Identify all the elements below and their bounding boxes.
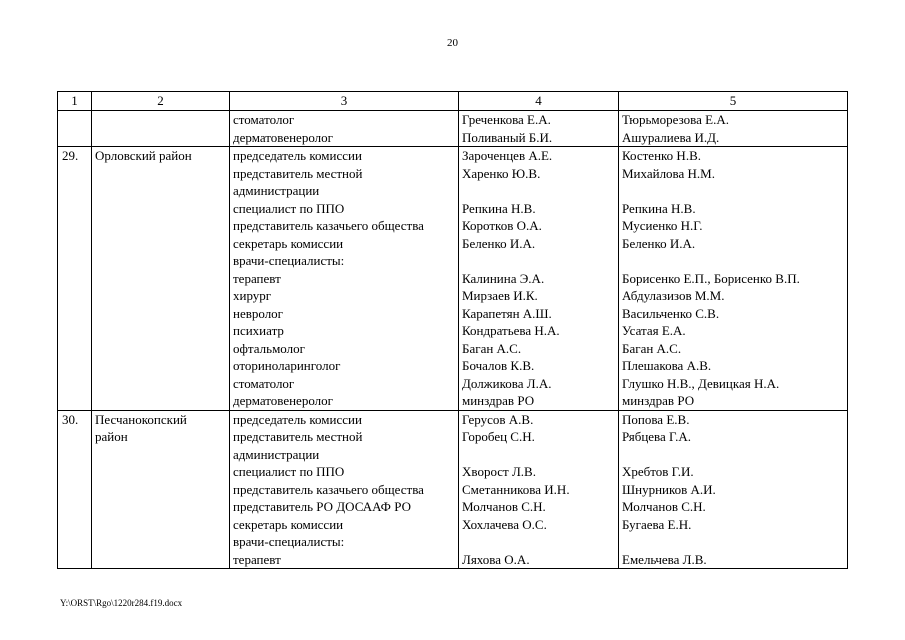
table-row [58, 410, 848, 569]
commission-table [57, 91, 848, 569]
role-line: стоматолог [233, 112, 295, 127]
role-line: представитель казачьего общества [233, 481, 424, 497]
reserve-line: Бугаева Е.Н. [622, 516, 692, 532]
member-line: Герусов А.В. [462, 411, 534, 427]
reserve-line: Борисенко Е.П., Борисенко В.П. [622, 270, 800, 286]
row-number-cell [58, 410, 92, 569]
reserve-line: Баган А.С. [622, 340, 682, 356]
district-line: Орловский район [95, 148, 192, 163]
reserve-cell [619, 111, 848, 147]
member-line: Баган А.С. [462, 340, 522, 356]
reserve-line: Шнурников А.И. [622, 481, 716, 497]
reserve-line: Попова Е.В. [622, 411, 690, 427]
reserve-line: Плешакова А.В. [622, 358, 712, 373]
role-line: врачи-специалисты: [233, 534, 345, 549]
role-line: председатель комиссии [233, 148, 362, 163]
member-line: Калинина Э.А. [462, 270, 545, 286]
row-number-cell [58, 111, 92, 147]
row-number [62, 111, 88, 129]
member-cell [459, 111, 619, 147]
role-line: терапевт [233, 270, 281, 286]
role-line: офтальмолог [233, 340, 305, 356]
reserve-line: Беленко И.А. [622, 235, 696, 251]
reserve-line: Костенко Н.В. [622, 148, 701, 163]
reserve-line: Рябцева Г.А. [622, 429, 691, 444]
member-line: Зароченцев А.Е. [462, 148, 553, 163]
file-path-footer: Y:\ORST\Rgo\1220r284.f19.docx [60, 598, 183, 608]
row-number-cell [58, 147, 92, 411]
col-header-district: 2 [92, 92, 230, 111]
role-line: психиатр [233, 323, 284, 338]
table-row [58, 147, 848, 411]
reserve-cell [619, 410, 848, 569]
role-line: специалист по ППО [233, 200, 345, 216]
role-line: невролог [233, 305, 284, 321]
member-line: Поливаный Б.И. [462, 129, 553, 145]
role-line: секретарь комиссии [233, 235, 344, 251]
member-line [462, 252, 615, 270]
member-line: Хохлачева О.С. [462, 516, 547, 532]
member-cell [459, 410, 619, 569]
reserve-line: Хребтов Г.И. [622, 464, 694, 479]
member-line: Кондратьева Н.А. [462, 323, 560, 338]
district-cell [92, 147, 230, 411]
role-cell [230, 410, 459, 569]
district-line: Песчанокопский [95, 411, 187, 427]
district-cell [92, 410, 230, 569]
member-line: Репкина Н.В. [462, 200, 536, 216]
member-line: Мирзаев И.К. [462, 288, 538, 303]
member-line: Молчанов С.Н. [462, 499, 546, 514]
reserve-line: Молчанов С.Н. [622, 499, 706, 514]
role-line: представитель местной [233, 429, 363, 444]
col-header-role: 3 [230, 92, 459, 111]
reserve-line: Ашуралиева И.Д. [622, 129, 720, 145]
member-line: минздрав РО [462, 393, 535, 408]
member-line: Карапетян А.Ш. [462, 305, 552, 321]
member-line [462, 533, 615, 551]
district-cell [92, 111, 230, 147]
role-line: администрации [233, 183, 320, 198]
reserve-line [622, 446, 844, 464]
reserve-cell [619, 147, 848, 411]
row-number: 29. [62, 148, 79, 163]
role-line: стоматолог [233, 375, 295, 391]
member-line: Горобец С.Н. [462, 429, 535, 444]
role-line: дерматовенеролог [233, 129, 333, 145]
reserve-line: Мусиенко Н.Г. [622, 218, 703, 233]
reserve-line [622, 182, 844, 200]
member-line: Бочалов К.В. [462, 358, 535, 373]
role-cell [230, 111, 459, 147]
district-line: район [95, 429, 128, 444]
reserve-line: Усатая Е.А. [622, 323, 686, 338]
role-line: терапевт [233, 551, 281, 567]
member-line [462, 446, 615, 464]
col-header-number: 1 [58, 92, 92, 111]
role-line: представитель РО ДОСААФ РО [233, 499, 411, 514]
header-row [58, 92, 848, 111]
member-line: Беленко И.А. [462, 235, 536, 251]
member-line: Ляхова О.А. [462, 551, 530, 567]
role-line: дерматовенеролог [233, 393, 333, 408]
reserve-line: Васильченко С.В. [622, 305, 720, 321]
member-line: Греченкова Е.А. [462, 112, 551, 127]
col-header-reserve: 5 [619, 92, 848, 111]
reserve-line: Глушко Н.В., Девицкая Н.А. [622, 375, 780, 391]
role-line: оториноларинголог [233, 358, 341, 373]
role-line: секретарь комиссии [233, 516, 344, 532]
member-line: Коротков О.А. [462, 218, 542, 233]
role-line: хирург [233, 288, 272, 303]
reserve-line [622, 252, 844, 270]
reserve-line: минздрав РО [622, 393, 695, 408]
reserve-line: Абдулазизов М.М. [622, 288, 725, 303]
reserve-line: Михайлова Н.М. [622, 165, 715, 181]
reserve-line: Репкина Н.В. [622, 200, 696, 216]
role-cell [230, 147, 459, 411]
page-number: 20 [447, 37, 458, 49]
member-line: Должикова Л.А. [462, 375, 552, 391]
role-line: представитель казачьего общества [233, 218, 424, 233]
member-cell [459, 147, 619, 411]
col-header-member: 4 [459, 92, 619, 111]
reserve-line: Тюрьморезова Е.А. [622, 112, 729, 127]
role-line: председатель комиссии [233, 411, 362, 427]
reserve-line: Емельчева Л.В. [622, 551, 707, 567]
role-line: представитель местной [233, 165, 363, 181]
role-line: врачи-специалисты: [233, 253, 345, 268]
member-line: Харенко Ю.В. [462, 165, 541, 181]
member-line [462, 182, 615, 200]
row-number: 30. [62, 411, 79, 427]
member-line: Сметанникова И.Н. [462, 481, 570, 497]
role-line: администрации [233, 446, 320, 462]
role-line: специалист по ППО [233, 464, 345, 479]
member-line: Хворост Л.В. [462, 464, 536, 479]
table-row [58, 111, 848, 147]
reserve-line [622, 533, 844, 551]
